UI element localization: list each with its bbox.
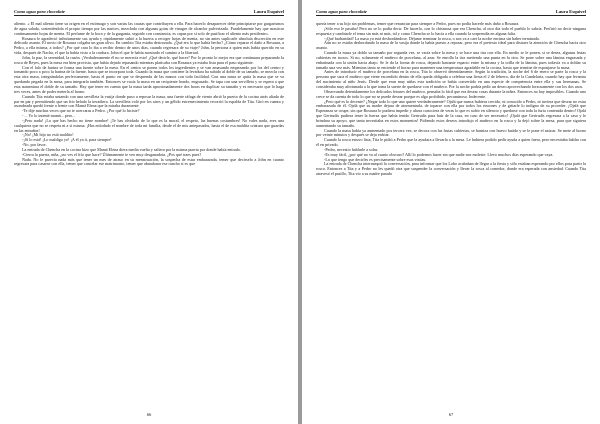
- paragraph: ¿Pero qué es lo decente? ¿Negar todo lo que uno quiere verdaderamente? Ojalá que nunca hubiera crecido, ni conocido a Pedro, ni tuviera que desear no estar embarazada de él. Ojalá que su madre dejara de atormentarla, de toparse con ella por todos los rincones y de gritarle lo indigno de su proceder. ¡Ojalá que Esperanza se ocupe, sin que Rosaura lo pudiera impedir y ahora conociera de veras lo que es sufrir en silencio y quedarse con toda la furia contenida dentro! Ojalá que Gertrudis pudiera tener la fuerza que había tenido Gertrudis para huir de la casa, en caso de ser necesario! ¡Ojalá que Gertrudis regresara a la casa y le brindara su apoyo, que tanta necesitaba en estos momentos! Pidiendo estos deseos introdujo el muñeco en la rosca y la dejó sobre la mesa, para que siguiera aumentando su tamaño.: [316, 98, 586, 128]
- paragraph: -Pedro, necesito hablarle a solas.: [324, 146, 379, 152]
- paragraph: John, la paz, la serenidad, la razón. ¡Verdaderamente él no se merecía esto! ¿Qué decirle, qué hacer? Por lo pronto lo mejor era que continuara preparando la rosca de Reyes, pues la mesa era bien provista, que había dejado repasando mientras platicaba con Rosaura ya estaba lista para el paso siguiente.: [14, 54, 284, 65]
- page-number: 67: [448, 412, 454, 417]
- paragraph: ¡Sólo eso le pasaba! Pero no se lo podía decir. De hacerlo, con lo chismosa que era Chencha, al otro día todo el pueblo lo sabría. Prefirió no decir ninguna respuesta y cambiarle el tema sin más ni más, tal y como Chencha se lo hacía a ella cuando la sorprendía en alguna falta.: [316, 25, 586, 36]
- paragraph: Cuando la rosca estuvo lista, Tita le pidió a Pedro que la ayudara a llevarla a la mesa. Le hubiera podido pedir ayuda a quien fuera, pero necesitaba hablar con él en privado.: [316, 137, 586, 148]
- paragraph: Antes de introducir el muñeco de porcelana en la rosca, Tita lo observó detenidamente. Según la tradición, la noche del 6 de enero se parte la rosca y la persona que saca el muñeco que viene escondido dentro de ella queda obligada a celebrar una fiesta el 2 de febrero, día de la Candelaria, cuando hay que levantar del nacimiento al niño Jesús. Desde que eran muy niñas esta tradición se había convertido en una especie de competencia entre ella y sus hermanas. Se consideraba muy afortunada a la que toma la suerte de quedarse con el muñeco. Por la noche podría pedir un deseo aprovechando forzosamente con los dos usos.: [316, 69, 586, 89]
- page-header: [316, 9, 586, 16]
- paragraph: -¡Pero nada! ¡Lo que has hecho no tiene nombre! ¡Te has olvidado de lo que es la moral, el respeto, las buenas costumbres! No vales nada, eres una cualquiera que no se respeta ni a sí misma. ¡Has enlodado el nombre de toda mi familia, desde el de mis antepasados, hasta el de esa maldita criatura que guardas en las entrañas!: [14, 117, 284, 133]
- author-name: Laura Esquivel: [555, 9, 586, 14]
- paragraph: Cuando la masa había ya aumentado por tercera vez, se decora con las frutas cubiertas, se barniza con huevo batido y se le pone el azúcar. Se mete al horno por veinte minutos y después se deja enfriar.: [316, 127, 586, 138]
- book-title: Como agua para chocolate: [14, 9, 65, 14]
- paragraph: -¡Sí lo está! ¡Lo maldigo yo! ¡A él ya ti, para siempre!: [22, 137, 112, 143]
- paragraph: - ... Yo lo intenté mamá... pero...: [22, 113, 76, 119]
- paragraph: Con el falo de harina se forma una fuente sobre la mesa. En el centro se ponen todos los ingredientes y se van amasando empezando por los del centro y tomando poco a poco la harina de la fuente, hasta que se incorpora toda. Cuando la masa que contiene la levadura ha subido al doble de su tamaño, se mezcla con esta otra masa, integrándolas perfectamente, hasta el punto en que se desprenda de las manos con toda facilidad. Con una masa se quita la masa que se va quedando pegada en la mesa, para integrarla también. Entonces se vacía la masa en un recipiente hondo, engrasado. Se tapa con una servilleta y se espera a que esta aumentara el doble de su tamaño. Hay que tener en cuenta que la masa tarda aproximadamente dos horas en duplicar su tamaño y es necesario que lo haga tres veces, antes de poder meterla al horno.: [14, 64, 284, 94]
- right-page: [302, 0, 600, 424]
- left-page: [0, 0, 298, 424]
- paragraph: Rosaura le agradeció infinitamente sus ayuda y rápidamente subió a la huerta a recoger hojas de menta, no sin antes suplicarle absoluta discreción en este delicado asunto. El novio de Rosaura colgaba un gran olivo. En cambio Tita estaba destrozada. ¿Qué era lo que había hecho? ¿Cómo reparar el daño a Rosaura, a Pedro, a ella misma, a todos? ¿Por qué cara lo iba a recibir dentro de unos días, cuando regresara de su viaje? John, la persona a quien más había querido en su vida, después de Nacha, el que la había visto a la cordura. John el que le había mostrado el camino a la libertad.: [14, 35, 284, 56]
- paragraph: -Te dije muchas veces que no te acercaras a Pedro. ¿Por qué lo hiciste?: [22, 108, 140, 114]
- book-title: Como agua para chocolate: [316, 9, 367, 14]
- page-header: [14, 9, 284, 16]
- page-number: 66: [146, 412, 152, 417]
- paragraph: -Lo que tengo que decirles es precisamente sobre esas visitas.: [324, 156, 427, 162]
- paragraph: -Es muy fácil, ¿por qué no va al cuarto obscuro? Allí lo podemos hacer sin que nadie nos moleste. Llevo muchos días esperando que vaya.: [324, 151, 554, 157]
- page-body: [316, 22, 586, 398]
- paragraph: -Cierra la puerta, niña, ¿no ves el frío que hace? Últimamente te veo muy desganadota. ¿Pos qué traes pues?: [22, 151, 202, 157]
- paragraph: Aún no se estaba desbordando la masa de la vasija donde la había puesto a reposar, pero era el pretexto ideal para distraer la atención de Chencha hacia otro asunto.: [316, 40, 586, 51]
- paragraph: quería tener a su hijo sin problemas, temer que renunciar para siempre a Pedro, pues no podía hacerle más daño a Rosaura.: [316, 22, 520, 26]
- paragraph: -No, por favor.: [22, 142, 47, 148]
- paragraph: aliento. « El mal aliento tiene su origen en el estómago y son varias las causas que contribuyen a ella. Para hacerlo desaparecer debe principiarse por gargarismos de agua salada, sosteniéndola el propio tiempo por las narices, mezclada con algunas gotas de vinagre de alcanfor pulverizado. Paralelamente hay que masticar continuamente hojas de menta. El perfume de la boca y de la garganta, seguido con constancia, es capaz por sí solo de purificar el aliento más pestilente».: [14, 22, 284, 36]
- paragraph: La entrada de Chencha interrumpió la conversación, para informar que los Lobo acababan de llegar a la fiesta y sólo estaban esperando por ellos para partir la rosca. Entonces a Tita y a Pedro no les quedó otra que suspender la conversación y llevar la rosca al comedor, donde era esperada con ansiedad. Cuando Tita atravesó el pasillo, Tita vio a su madre parada: [316, 161, 586, 177]
- paragraph: La entrada de Chencha en la cocina hizo que Mamá Elena diera media vuelta y saliera por la misma puerta por donde había entrado.: [22, 146, 241, 152]
- paragraph: Observando detenidamente los delicados fetones del muñeco, pensaba lo fácil que era desear cosas durante la niñez. Entonces no hay imposibles. Cuando uno crece se da cuenta de todo lo que no se puede desear porque es algo prohibido, pecaminoso. Indecente.: [316, 88, 586, 99]
- paragraph: -¡No! ¡Mi hijo no está maldito!: [22, 132, 74, 138]
- paragraph: Cuando la masa ya doblo su tamaño por segunda vez, se vacía sobre la mesa y se hace una tira con ella. En medio se le ponen, si se desea, algunas frutas cubiertas en trozos. Si no, solamente el muñeco de porcelana, al azar. Se enrolla la tira metiendo una punta en la otra. Se pone sobre una lámina engrasada y enharinada con la unión hacia abajo. Se le da la forma de rosca, dejando bastante espacio entre la misma y la orilla de la lámina, pues todavía va a doblar su tamaño una vez más. Mientras tanto se enciende el horno para mantener una temperatura agradable en la cocina, hasta que termine de esponjarse la masa.: [316, 50, 586, 70]
- page-body: [14, 22, 284, 398]
- paragraph: Nada. No le parecía nada más que tener un mes de atraso en su menstruación, la sospecha de estar embarazada, temer que decírselo a John en cuanto regresara para casarse con ella, temer que cancelar ese matrimonio, temer que abandonar ese rancho si es que: [14, 156, 284, 167]
- author-name: Laura Esquivel: [253, 9, 284, 14]
- paragraph: Cuando Tita estaba untando con una servilleta la vasija donde puso a reposar la masa, una fuerte ráfaga de viento abrió la puerta de la cocina atrás aliada de par en par y permitiendo que un frío helado la invadiera. La servilleta voló por los aires y un gélido estremecimiento recorrió la espalda de Tita. Giró en cuanto y asombrada quedó frente a frente con Mamá Elena que la miraba duramente.: [14, 93, 284, 109]
- paragraph: -¡Qué barbaridad! La masa ya está desbordándose. Déjame terminar la rosca, o nos va a caer la noche encima sin haber terminado.: [324, 35, 541, 41]
